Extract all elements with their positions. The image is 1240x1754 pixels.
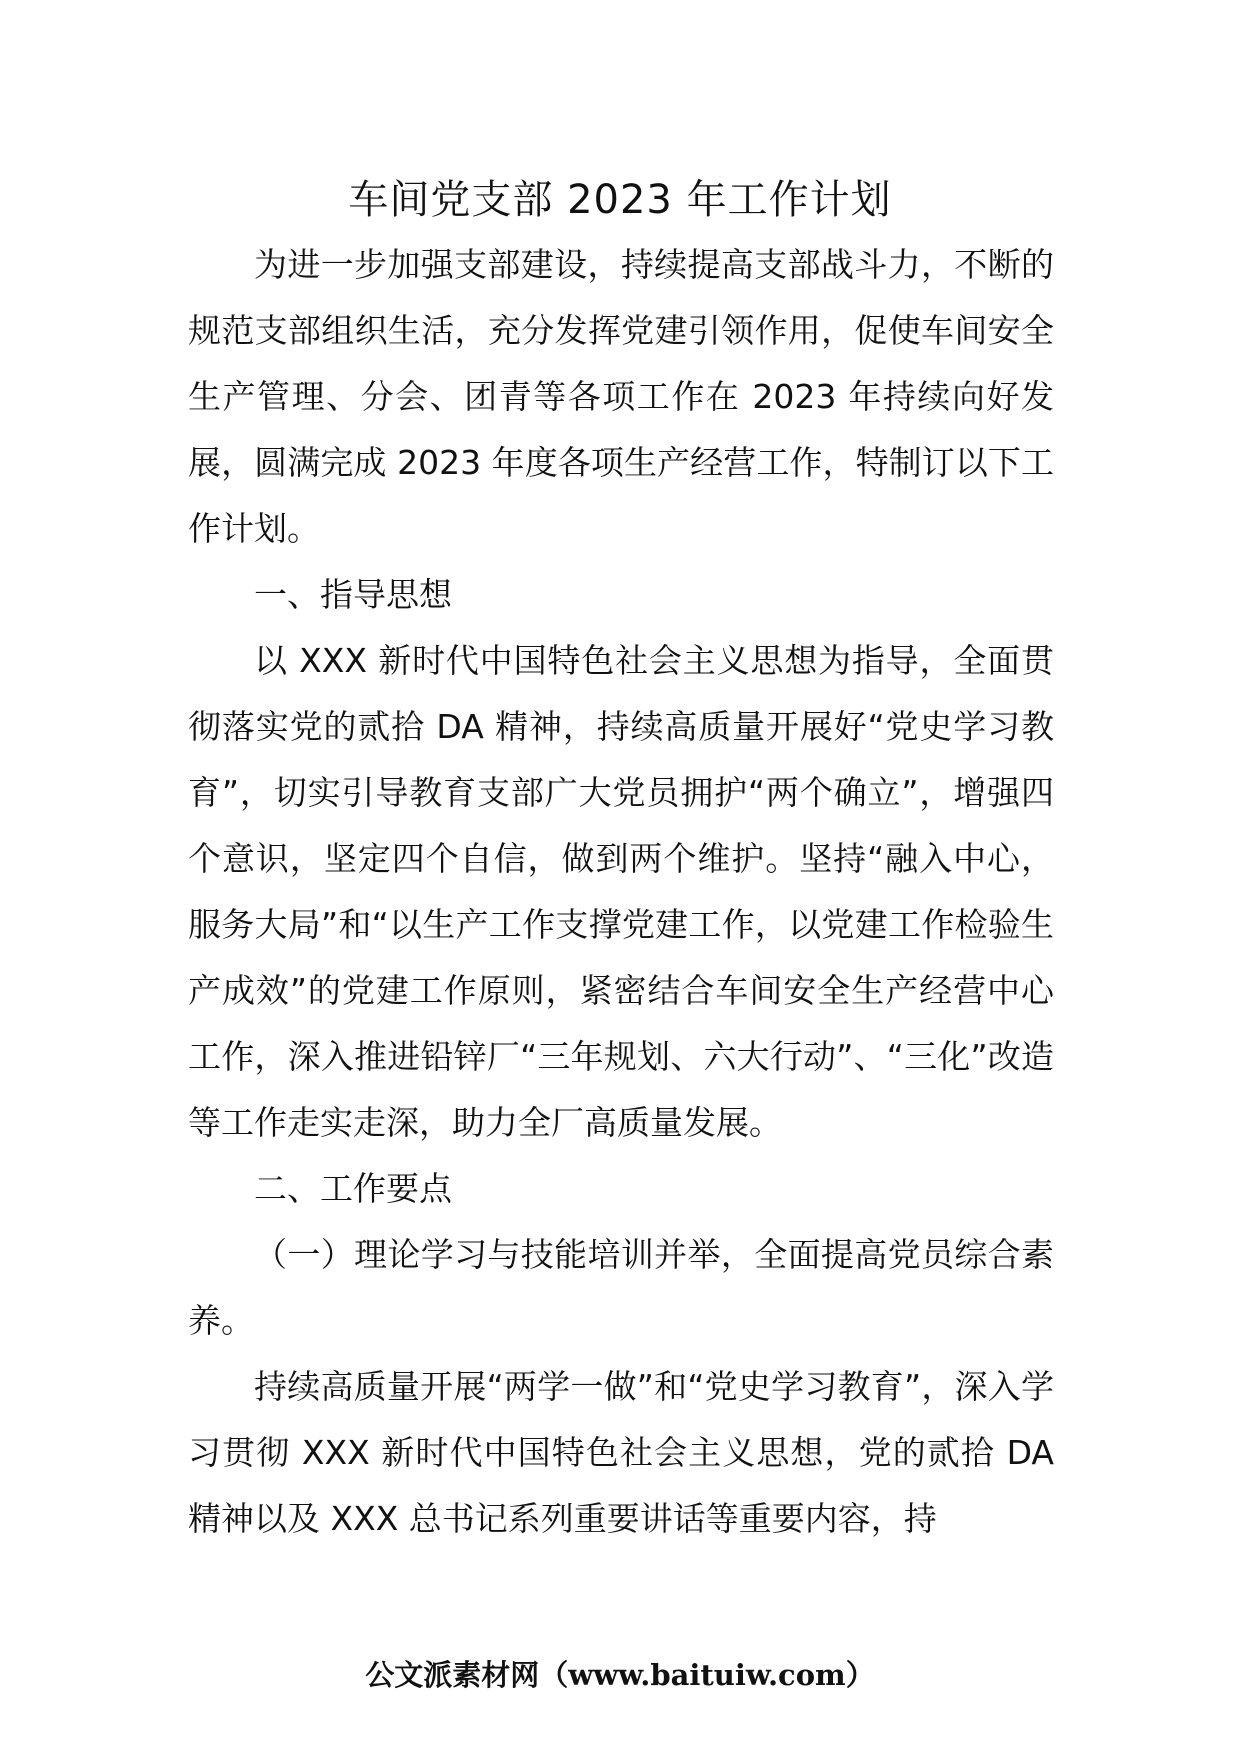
- document-body: [188, 232, 1054, 1552]
- document-title: 车间党支部 2023 年工作计划: [348, 177, 892, 223]
- subsection-heading-theory-study: （一）理论学习与技能培训并举，全面提高党员综合素养。: [188, 1235, 1054, 1340]
- footer-watermark: 公文派素材网（www.baituiw.com）: [365, 1658, 875, 1692]
- theory-study-paragraph: 持续高质量开展“两学一做”和“党史学习教育”，深入学习贯彻 XXX 新时代中国特色社会主义思想，党的贰拾 DA 精神以及 XXX 总书记系列重要讲话等重要内容，持: [188, 1367, 1054, 1538]
- section-heading-guiding-thought: 一、指导思想: [254, 575, 452, 614]
- intro-paragraph: 为进一步加强支部建设，持续提高支部战斗力，不断的规范支部组织生活，充分发挥党建引领作用，促使车间安全生产管理、分会、团青等各项工作在 2023 年持续向好发展，圆满完成 2023 年度各项生产经营工作，特制订以下工作计划。: [188, 245, 1054, 548]
- section-heading-work-points: 二、工作要点: [254, 1169, 452, 1208]
- guiding-thought-paragraph: 以 XXX 新时代中国特色社会主义思想为指导，全面贯彻落实党的贰拾 DA 精神，持续高质量开展好“党史学习教育”，切实引导教育支部广大党员拥护“两个确立”，增强四个意识，坚定四个自信，做到两个维护。坚持“融入中心，服务大局”和“以生产工作支撑党建工作，以党建工作检验生产成效”的党建工作原则，紧密结合车间安全生产经营中心工作，深入推进铅锌厂“三年规划、六大行动”、“三化”改造等工作走实走深，助力全厂高质量发展。: [188, 641, 1054, 1142]
